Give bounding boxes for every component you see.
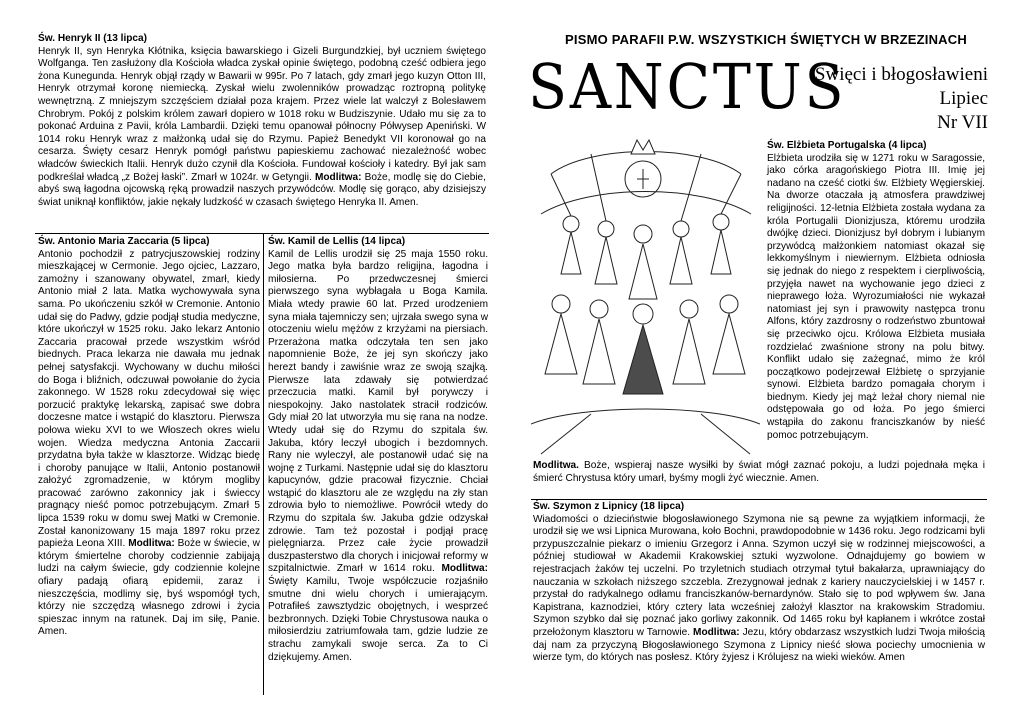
divider-columns [263,233,264,695]
divider-henryk [35,233,489,234]
kamil-prayer-label: Modlitwa: [441,563,488,575]
brand-logo: SANCTUS [528,50,847,123]
saints-glory-illustration-icon [531,134,760,460]
szymon-prayer-label: Modlitwa: [693,626,740,638]
kamil-title: Św. Kamil de Lellis (14 lipca) [268,236,406,247]
szymon-prayer: Jezu, który obdarzasz wszystkich ludzi Twoja miłością daj nam za przyczyną Błogosławionego Szymona z Lipnicy nieść słowa pociechy umocnienia w wierze tym, do których nas posłesz. Który żyjesz i Królujesz na wieki wieków. Amen [533,626,985,664]
elzbieta-prayer-box [533,460,985,485]
antonio-title: Św. Antonio Maria Zaccaria (5 lipca) [38,236,210,247]
month: Lipiec [939,88,988,109]
kamil-body: Kamil de Lellis urodził się 25 maja 1550 roku. Jego matka była bardzo religijna, łagodna i miłosierna. Po przedwczesnej śmierci pierwszego syna wybłagała u Boga Kamila. Miała wtedy prawie 60 lat. Przed urodzeniem syna miała tajemniczy sen; ujrzała swego syna w otoczeniu wielu mężów z krzyżami na piersiach. Przerażona matka odczytała ten sen jako napomnienie Boże, że jej syn skończy jako herezt bandy i zawiśnie wraz ze swoją szajką. Pierwsze lata zdawały się potwierdzać przeczucia matki. Kamil był porywczy i niespokojny. Jako nastolatek stracił rodziców. Gdy miał 20 lat utworzyła mu się rana na nodze. Wtedy udał się do Rzymu do szpitala św. Jakuba, który leczył ubogich i bezdomnych. Rany nie wyleczył, ale postanowił udać się na wojnę z Turkami. Następnie udał się do klasztoru kapucynów, gdzie pracował fizycznie. Chciał wstąpić do klasztoru ale ze względu na zły stan zdrowia było to niemożliwe. Powrócił wtedy do Rzymu do szpitala św. Jakuba gdzie odzyskał zdrowie. Tam też pozostał i podjął pracę pielęgniarza. Przez całe życie prowadził duszpasterstwo dla chorych i inicjował reformy w szpitalnictwie. Zmarł w 1614 roku. [268,248,488,575]
elzbieta-title: Św. Elżbieta Portugalska (4 lipca) [767,140,927,151]
divider-szymon [531,499,987,500]
kamil-section [268,236,488,664]
antonio-body: Antonio pochodził z patrycjuszowskiej rodziny mieszkającej w Cermonie. Jego ojciec, Lazzaro, zamożny i szanowany obywatel, zmarł, kiedy Antonio miał 2 lata. Matka wychowywała syna sama. Po ukończeniu szkół w Cremonie. Antonio udał się do Padwy, gdzie podjął studia medyczne, które ukończył w 1525 roku. Jako lekarz Antonio Zaccaria pracował przede wszystkim wśród biednych. Praca lekarza nie dawała mu jednak pełnej satysfakcji. Wychowany w duchu miłości do Boga i bliźnich, odczuwał powołanie do życia zakonnego. W 1528 roku zdecydował się więc porzucić praktykę lekarską, zapisać swe dobra doczesne matce i wstąpić do klasztoru. Pierwsza połowa wieku XVI to we Włoszech okres wielu wojen. Wiedza medyczna Antonia Zaccarii przydatna była także w klasztorze. Widząc biedę i choroby panujące w Italii, Antonio postanowił założyć zgromadzenie, w którym mogliby pracować zarówno zakonnicy jak i świeccy pragnący nieść pomoc potrzebującym. Zmarł 5 lipca 1539 roku w domu swej Matki w Cremonie. Został kanonizowany 15 maja 1897 roku przez papieża Leona XIII. [38,248,261,550]
henryk-prayer: Boże, modlę się do Ciebie, abyś swą łagodna ojcowską ręką prowadził naszych przywódców. Modlę się gorąco, aby dzisiejszy świat uniknął konfliktów, jakie nękały ludzkość w czasach świętego Henryka II. Amen. [38,171,486,208]
szymon-section [533,501,985,665]
henryk-prayer-label: Modlitwa: [314,171,362,183]
szymon-body: Wiadomości o dzieciństwie błogosławionego Szymona nie są pewne za wyjątkiem informacji, że urodził się we wsi Lipnica Murowana, koło Bochni, prawdopodobnie w 1436 roku. Jego rodzicami byli przypuszczalnie piekarz o imieniu Grzegorz i Anna. Szymon uczył się w rodzinnej miejscowości, a później studiował w Akademii Krakowskiej sztuki wyzwolone. Odnajdujemy go bowiem w rejestracjach żaków tej uczelni. Po trzyletnich studiach otrzymał tytuł bakałarza, uprawniający do nauczania w szkołach niższego szczebla. Zrezygnował jednak z kariery nauczycielskiej i w 1457 r. przystał do radykalnego odłamu franciszkanów-bernardynów. Stało się to pod wpływem św. Jana Kapistrana, kaznodziei, który cztery lata wcześniej założył klasztor na krakowskim Stradomiu. Szymon szybko dał się poznać jako gorliwy zakonnik. Od 1465 roku był kapłanem i wkrótce został przełożonym klasztoru w Tarnowie. [533,513,985,638]
antonio-prayer: Boże w świecie, w którym śmiertelne choroby codziennie zabijają ludzi na całym świecie, gdy codziennie kolejne ofiary padają ofiarą epidemii, zaraz i nieszczęścia, modlimy się, byś wspomógł tych, którzy nie szczędzą własnego zdrowi i życia spieszac innym na ratunek. Daj im siłę, Panie. Amen. [38,538,260,638]
henryk-title: Św. Henryk II (13 lipca) [38,33,148,44]
elzbieta-section [767,140,985,442]
szymon-title: Św. Szymon z Lipnicy (18 lipca) [533,501,685,512]
issue-number: Nr VII [937,112,988,133]
henryk-section [38,33,486,209]
henryk-body: Henryk II, syn Henryka Kłótnika, księcia bawarskiego i Gizeli Burgundzkiej, był uczniem świętego Wolfganga. Ten zasłużony dla Kościoła władca zyskał opinie świętego, podobną cześć odbiera jego żona Kunegunda. Henryk objął rządy w Bawarii w 995r. Po 7 latach, gdy zmarł jego kuzyn Otton III, Henryk otrzymał koronę niemiecką. Zyskał wielu zwolenników prowadząc roztropną politykę wewnętrzną. Z mniejszym szczęściem działał poza krajem. Przez wiele lat walczył z Bolesławem Chrobrym. Pokój z polskim królem zawarł dopiero w 1018 roku w Budziszynie. Udało mu się za to pokonać Arduina z Pavii, króla Lambardii. Dzięki temu opanował północny Półwysep Apeniński. W 1014 roku Henryk wraz z małżonką udał się do Rzymu. Papież Benedykt VII koronował go na cesarza. Święty cesarz Henryk pomógł państwu papieskiemu zachować niezależność wobec władców świeckich Italii. Henryk dużo czynił dla Kościoła. Fundował kościoły i katedry. Był jak sam podkreślał władcą „z Bożej łaski”. Zmarł w 1024r. w Getyngii. [38,45,486,183]
elzbieta-prayer: Boże, wspieraj nasze wysiłki by świat mógł zaznać pokoju, a ludzi pojednała męka i śmierć Chrystusa który umarł, byśmy mogli żyć wiecznie. Amen. [533,460,985,484]
antonio-section [38,236,260,639]
subtitle: Święci i błogosławieni [814,64,988,85]
elzbieta-body: Elżbieta urodziła się w 1271 roku w Saragossie, jako córka aragońskiego Piotra III. Imię jej nadano na cześć ciotki św. Elżbiety Węgierskiej. Na dworze otaczała ją atmosfera prawdziwej religijności. 12-letnia Elżbieta została wydana za króla Portugalii Dionizjusza, któremu urodziła dwójkę dzieci. Dionizjusz był dobrym i lubianym przywódcą małżonkiem natomiast okazał się lekkomyślnym i niewiernym. Elżbieta odniosła się jednak do niego z respektem i cierpliwością, przyjęła nawet na wychowanie jego dzieci z nieprawego łoża. Wyrozumiałości nie wykazał natomiast jej syn i prawowity następca tronu Alfons, który zazdrosny o rodzeństwo zbuntował się przeciwko ojcu. Królowa Elżbieta musiała rozdzielać zwaśnione strony na polu bitwy. Konflikt udało się zażegnać, mimo że król początkowo podejrzewał Elżbietę o sprzyjanie synowi. Elżbieta bardzo pomagała chorym i biednym. Kiedy jej mąż leżał chory niemal nie odstępowała go od łoża. Po jego śmierci wstąpiła do zakonu franciszkanów by nieść pomoc potrzebującym. [767,152,985,441]
antonio-prayer-label: Modlitwa: [128,538,175,550]
elzbieta-prayer-label: Modlitwa. [533,460,579,471]
kamil-prayer: Święty Kamilu, Twoje współczucie rozjaśniło smutne dni wielu chorych i umierającym. Potrafiłeś zawsztydzic obojętnych, i wesprzeć bezbronnych. Dzięki Tobie Chrystusowa nauka o miłosierdziu zatriumfowała tam, gdzie ludzie ze strachu zamykali swoje serca. Za to Ci dziękujemy. Amen. [268,576,488,663]
parish-header: PISMO PARAFII P.W. WSZYSTKICH ŚWIĘTYCH W BRZEZINACH [565,32,967,47]
